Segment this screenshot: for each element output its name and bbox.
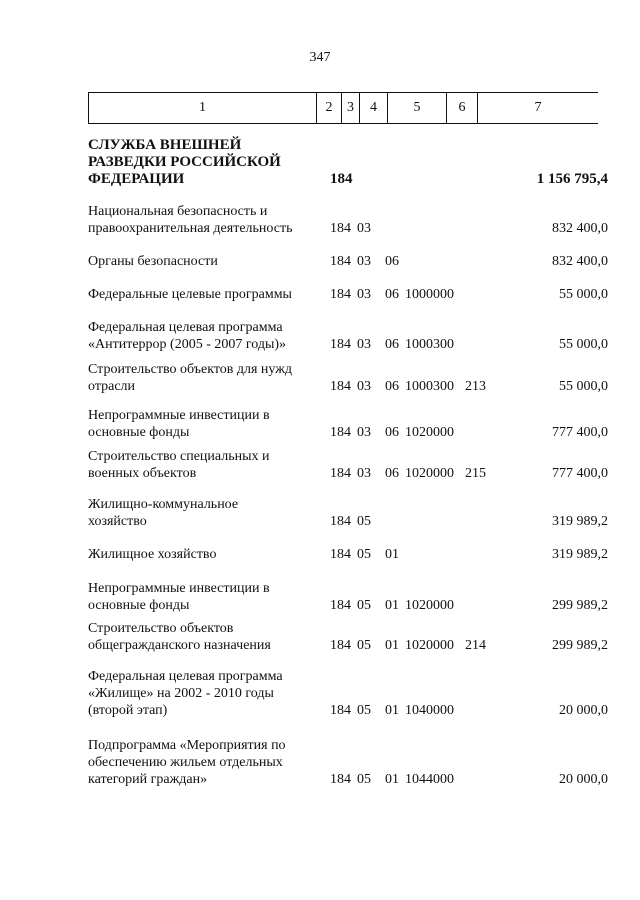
row-code-subsection: 06 [385,425,399,440]
row-amount: 319 989,2 [552,547,608,562]
row-code-target-article: 1000000 [405,287,454,302]
row-code-target-article: 1020000 [405,598,454,613]
budget-row [0,496,640,530]
row-name [88,407,324,441]
row-code-subsection: 06 [385,466,399,481]
row-code-subsection: 06 [385,254,399,269]
row-code-section: 03 [357,337,371,352]
row-code-ministry: 184 [330,425,351,440]
row-code-section: 05 [357,547,371,562]
row-amount: 1 156 795,4 [536,171,608,187]
row-amount: 20 000,0 [559,772,608,787]
row-code-subsection: 01 [385,638,399,653]
row-name-line: категорий граждан» [88,772,208,787]
row-code-ministry: 184 [330,287,351,302]
row-name [88,448,324,482]
row-name-line: основные фонды [88,425,190,440]
budget-row [0,286,640,303]
row-amount: 299 989,2 [552,598,608,613]
row-code-section: 03 [357,287,371,302]
row-name-line: Федеральная целевая программа [88,320,283,335]
row-code-section: 05 [357,703,371,718]
budget-row [0,580,640,614]
row-amount: 55 000,0 [559,379,608,394]
row-code-subsection: 01 [385,703,399,718]
row-code-subsection: 06 [385,337,399,352]
row-name [88,286,324,303]
row-code-ministry: 184 [330,221,351,236]
row-name-line: Подпрограмма «Мероприятия по [88,738,286,753]
row-code-expense-type: 215 [465,466,486,481]
row-name-line: РАЗВЕДКИ РОССИЙСКОЙ [88,154,281,170]
row-name-line: «Жилище» на 2002 - 2010 годы [88,686,274,701]
row-code-subsection: 01 [385,547,399,562]
column-header-7: 7 [478,93,599,124]
row-name-line: Строительство специальных и [88,449,270,464]
row-name [88,580,324,614]
row-code-ministry: 184 [330,379,351,394]
row-name-line: правоохранительная деятельность [88,221,293,236]
row-code-ministry: 184 [330,598,351,613]
budget-row [0,737,640,788]
row-amount: 832 400,0 [552,221,608,236]
column-header-table [88,92,598,124]
row-amount: 55 000,0 [559,337,608,352]
row-code-subsection: 06 [385,379,399,394]
row-name [88,361,324,395]
row-code-section: 05 [357,772,371,787]
row-code-target-article: 1044000 [405,772,454,787]
row-code-subsection: 01 [385,598,399,613]
row-name-line: основные фонды [88,598,190,613]
row-name-line: Федеральные целевые программы [88,287,292,302]
row-name-line: ФЕДЕРАЦИИ [88,171,185,187]
row-name-line: Непрограммные инвестиции в [88,408,270,423]
budget-row [0,319,640,353]
budget-row [0,546,640,563]
row-code-ministry: 184 [330,703,351,718]
row-name-line: обеспечению жильем отдельных [88,755,283,770]
column-header-5: 5 [388,93,447,124]
row-name-line: Строительство объектов для нужд [88,362,293,377]
row-name-line: «Антитеррор (2005 - 2007 годы)» [88,337,287,352]
row-code-ministry: 184 [330,514,351,529]
row-name [88,253,324,270]
row-amount: 777 400,0 [552,466,608,481]
row-name [88,203,324,237]
budget-row [0,407,640,441]
row-code-target-article: 1000300 [405,379,454,394]
row-code-expense-type: 213 [465,379,486,394]
row-name-line: Жилищно-коммунальное [88,497,239,512]
budget-row [0,668,640,719]
row-amount: 20 000,0 [559,703,608,718]
row-code-ministry: 184 [330,254,351,269]
row-code-section: 03 [357,379,371,394]
budget-row [0,361,640,395]
budget-row [0,448,640,482]
row-name-line: отрасли [88,379,136,394]
row-code-target-article: 1040000 [405,703,454,718]
budget-row [0,203,640,237]
row-code-ministry: 184 [330,466,351,481]
budget-row [0,253,640,270]
row-code-subsection: 01 [385,772,399,787]
row-name-line: СЛУЖБА ВНЕШНЕЙ [88,137,242,153]
row-name [88,319,324,353]
row-code-target-article: 1000300 [405,337,454,352]
row-code-ministry: 184 [330,772,351,787]
budget-row [0,137,640,188]
column-header-3: 3 [342,93,360,124]
column-header-4: 4 [360,93,388,124]
row-name [88,137,324,188]
budget-row [0,620,640,654]
row-name-line: Федеральная целевая программа [88,669,283,684]
row-code-section: 03 [357,254,371,269]
row-amount: 777 400,0 [552,425,608,440]
row-code-target-article: 1020000 [405,466,454,481]
row-name [88,620,324,654]
row-name-line: Жилищное хозяйство [88,547,217,562]
row-name-line: Органы безопасности [88,254,218,269]
column-header-6: 6 [447,93,478,124]
row-name [88,737,324,788]
row-name-line: (второй этап) [88,703,168,718]
row-code-subsection: 06 [385,287,399,302]
row-code-ministry: 184 [330,171,353,187]
row-amount: 55 000,0 [559,287,608,302]
row-name-line: Национальная безопасность и [88,204,268,219]
row-code-target-article: 1020000 [405,638,454,653]
column-header-2: 2 [317,93,342,124]
row-amount: 319 989,2 [552,514,608,529]
row-name [88,668,324,719]
row-code-ministry: 184 [330,337,351,352]
row-name-line: военных объектов [88,466,197,481]
row-name-line: общегражданского назначения [88,638,271,653]
row-code-ministry: 184 [330,547,351,562]
column-header-1: 1 [89,93,317,124]
row-amount: 832 400,0 [552,254,608,269]
row-code-section: 03 [357,425,371,440]
row-code-section: 05 [357,638,371,653]
row-name [88,546,324,563]
row-name-line: хозяйство [88,514,147,529]
row-name-line: Строительство объектов [88,621,234,636]
row-code-section: 05 [357,598,371,613]
page-number: 347 [309,50,331,65]
row-code-section: 05 [357,514,371,529]
row-code-expense-type: 214 [465,638,486,653]
row-name [88,496,324,530]
row-code-ministry: 184 [330,638,351,653]
row-name-line: Непрограммные инвестиции в [88,581,270,596]
row-amount: 299 989,2 [552,638,608,653]
row-code-section: 03 [357,221,371,236]
row-code-target-article: 1020000 [405,425,454,440]
row-code-section: 03 [357,466,371,481]
